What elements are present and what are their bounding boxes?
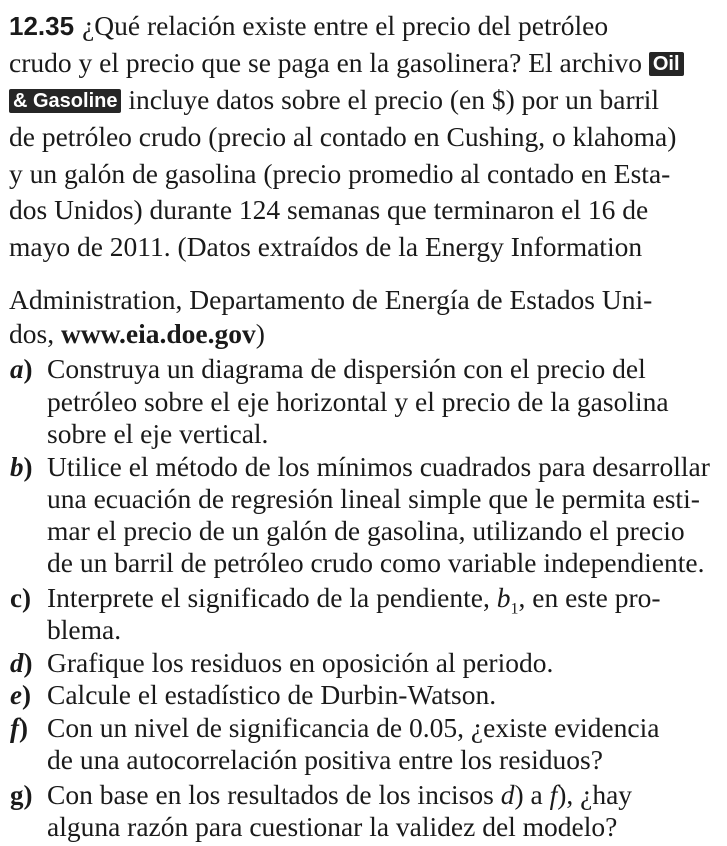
slope-subscript: 1: [510, 600, 519, 618]
item-d-line-1: Grafique los residuos en oposición al periodo.: [47, 647, 554, 678]
data-file-badge-continued[interactable]: & Gasoline: [9, 89, 121, 113]
item-d-label: d): [10, 648, 33, 678]
intro-text: ¿Qué relación existe entre el precio del petróleo: [82, 10, 609, 41]
item-f-label: f): [10, 713, 28, 743]
intro-line-2: crudo y el precio que se paga en la gasolinera? El archivo Oil: [9, 47, 684, 79]
intro-line-9: dos, www.eia.doe.gov): [9, 318, 265, 349]
item-a-line-2: petróleo sobre el eje horizontal y el precio de la gasolina: [47, 386, 669, 417]
intro-line-5: y un galón de gasolina (precio promedio al contado en Esta-: [9, 158, 671, 189]
intro-line-1: [9, 10, 608, 42]
item-a-label: a): [10, 354, 33, 384]
item-f-line-2: de una autocorrelación positiva entre los residuos?: [47, 744, 603, 775]
item-g-line-1: Con base en los resultados de los incisos d) a f), ¿hay: [47, 779, 633, 810]
item-a-line-1: Construya un diagrama de dispersión con el precio del: [47, 353, 646, 384]
intro-line-3: & Gasoline incluye datos sobre el precio (en $) por un barril: [9, 84, 659, 116]
item-e-label: e): [10, 680, 31, 710]
intro-line-7: mayo de 2011. (Datos extraídos de la Energy Information: [9, 231, 643, 262]
item-b-line-2: una ecuación de regresión lineal simple que le permita esti-: [47, 483, 700, 514]
item-b-label: b): [10, 452, 33, 482]
item-e-line-1: Calcule el estadístico de Durbin-Watson.: [47, 679, 497, 710]
intro-line-6: dos Unidos) durante 124 semanas que terminaron el 16 de: [9, 194, 649, 225]
slope-symbol: b: [496, 582, 511, 613]
item-c-label: c): [10, 583, 31, 613]
intro-line-8: Administration, Departamento de Energía de Estados Uni-: [9, 284, 653, 315]
item-b-line-3: mar el precio de un galón de gasolina, utilizando el precio: [47, 515, 685, 546]
item-a-line-3: sobre el eje vertical.: [47, 418, 269, 449]
intro-line-4: de petróleo crudo (precio al contado en Cushing, o klahoma): [9, 121, 677, 152]
item-f-line-1: Con un nivel de significancia de 0.05, ¿existe evidencia: [47, 712, 660, 743]
item-c-line-1: Interprete el significado de la pendiente, $b_1$, en este pro-: [47, 582, 661, 618]
ref-item-f: f: [549, 779, 558, 810]
problem-number: 12.35: [9, 11, 75, 41]
data-file-badge[interactable]: Oil: [649, 52, 684, 76]
ref-item-d: d: [500, 779, 515, 810]
source-website-link[interactable]: www.eia.doe.gov: [60, 318, 256, 349]
item-c-line-2: blema.: [47, 614, 122, 645]
item-b-line-1: Utilice el método de los mínimos cuadrados para desarrollar: [47, 451, 710, 482]
item-b-line-4: de un barril de petróleo crudo como variable independiente.: [47, 547, 705, 578]
item-g-label: g): [10, 780, 33, 810]
item-g-line-2: alguna razón para cuestionar la validez del modelo?: [47, 811, 618, 842]
